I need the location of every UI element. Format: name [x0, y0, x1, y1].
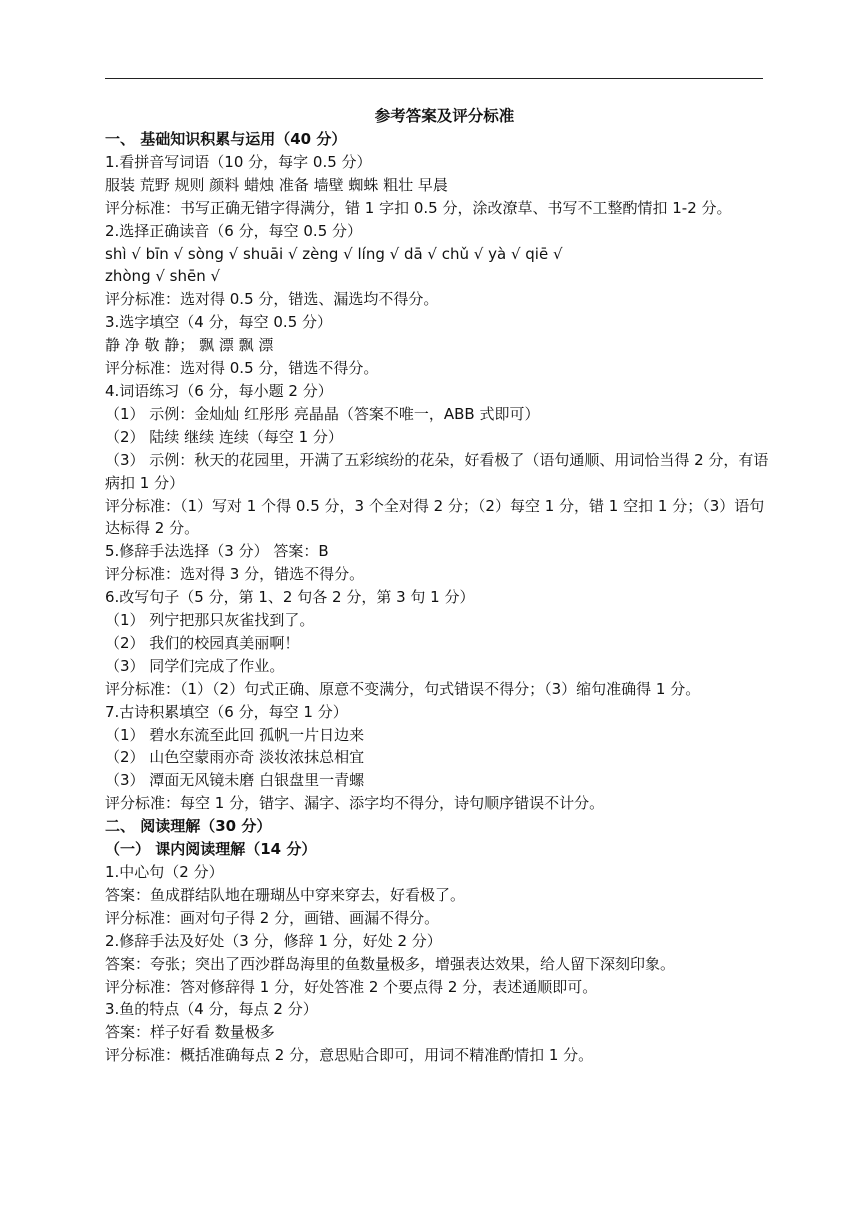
text-line: 1.中心句（2 分） — [105, 863, 224, 881]
text-line: 5.修辞手法选择（3 分） 答案：B — [105, 542, 329, 561]
text-line: 评分标准：答对修辞得 1 分，好处答准 2 个要点得 2 分，表述通顺即可。 — [105, 977, 598, 996]
header-rule — [105, 78, 763, 79]
text-line: （3） 潭面无风镜未磨 白银盘里一青螺 — [105, 771, 365, 790]
text-line: 评分标准：选对得 3 分，错选不得分。 — [105, 565, 365, 584]
text-line: shì √ bīn √ sòng √ shuāi √ zèng √ líng √ dā √ chǔ √ yà √ qiē √ — [105, 244, 563, 263]
text-line: 7.古诗积累填空（6 分，每空 1 分） — [105, 702, 348, 721]
text-line: （3） 示例：秋天的花园里，开满了五彩缤纷的花朵，好看极了（语句通顺、用词恰当得 2 分，有语病扣 1 分） — [105, 450, 769, 492]
answer-lines — [105, 128, 770, 1067]
section-heading: 一、 基础知识积累与运用（40 分） — [105, 130, 347, 148]
text-line: 评分标准：书写正确无错字得满分，错 1 字扣 0.5 分，涂改潦草、书写不工整酌情扣 1-2 分。 — [105, 198, 732, 217]
text-line: （1） 示例：金灿灿 红彤彤 亮晶晶（答案不唯一，ABB 式即可） — [105, 404, 540, 423]
text-line: 2.选择正确读音（6 分，每空 0.5 分） — [105, 221, 363, 240]
text-line: zhòng √ shēn √ — [105, 267, 221, 286]
text-line: （2） 山色空蒙雨亦奇 淡妆浓抹总相宜 — [105, 748, 365, 767]
text-line: 4.词语练习（6 分，每小题 2 分） — [105, 381, 333, 400]
text-line: 评分标准：（1）（2）句式正确、原意不变满分，句式错误不得分；（3）缩句准确得 1 分。 — [105, 679, 701, 698]
text-line: （2） 陆续 继续 连续（每空 1 分） — [105, 427, 343, 446]
text-line: 评分标准：选对得 0.5 分，错选、漏选均不得分。 — [105, 290, 439, 309]
document-title: 参考答案及评分标准 — [374, 107, 515, 125]
text-line: 评分标准：选对得 0.5 分，错选不得分。 — [105, 359, 379, 378]
text-line: 2.修辞手法及好处（3 分，修辞 1 分，好处 2 分） — [105, 931, 442, 950]
text-line: （3） 同学们完成了作业。 — [105, 656, 285, 675]
text-line: （1） 列宁把那只灰雀找到了。 — [105, 611, 315, 630]
text-line: 答案：夸张；突出了西沙群岛海里的鱼数量极多，增强表达效果，给人留下深刻印象。 — [105, 954, 676, 973]
text-line: 6.改写句子（5 分，第 1、2 句各 2 分，第 3 句 1 分） — [105, 588, 475, 607]
text-line: 评分标准：画对句子得 2 分，画错、画漏不得分。 — [105, 908, 440, 927]
text-line: （2） 我们的校园真美丽啊！ — [105, 633, 300, 652]
section-heading: 二、 阅读理解（30 分） — [105, 817, 272, 836]
section-heading: （一） 课内阅读理解（14 分） — [105, 840, 317, 859]
document-body — [105, 104, 770, 1067]
text-line: 1.看拼音写词语（10 分，每字 0.5 分） — [105, 152, 372, 171]
text-line: 评分标准：概括准确每点 2 分，意思贴合即可，用词不精准酌情扣 1 分。 — [105, 1046, 594, 1065]
text-line: 3.鱼的特点（4 分，每点 2 分） — [105, 1000, 318, 1019]
text-line: 答案：样子好看 数量极多 — [105, 1023, 275, 1042]
text-line: 服装 荒野 规则 颜料 蜡烛 准备 墙壁 蜘蛛 粗壮 早晨 — [105, 175, 448, 194]
text-line: 3.选字填空（4 分，每空 0.5 分） — [105, 313, 333, 332]
text-line: 答案：鱼成群结队地在珊瑚丛中穿来穿去，好看极了。 — [105, 885, 466, 904]
text-line: 静 净 敬 静； 飘 漂 飘 漂 — [105, 336, 274, 355]
text-line: 评分标准：（1）写对 1 个得 0.5 分，3 个全对得 2 分；（2）每空 1 分，错 1 空扣 1 分；（3）语句达标得 2 分。 — [105, 496, 765, 538]
text-line: 评分标准：每空 1 分，错字、漏字、添字均不得分，诗句顺序错误不计分。 — [105, 794, 605, 813]
text-line: （1） 碧水东流至此回 孤帆一片日边来 — [105, 725, 365, 744]
